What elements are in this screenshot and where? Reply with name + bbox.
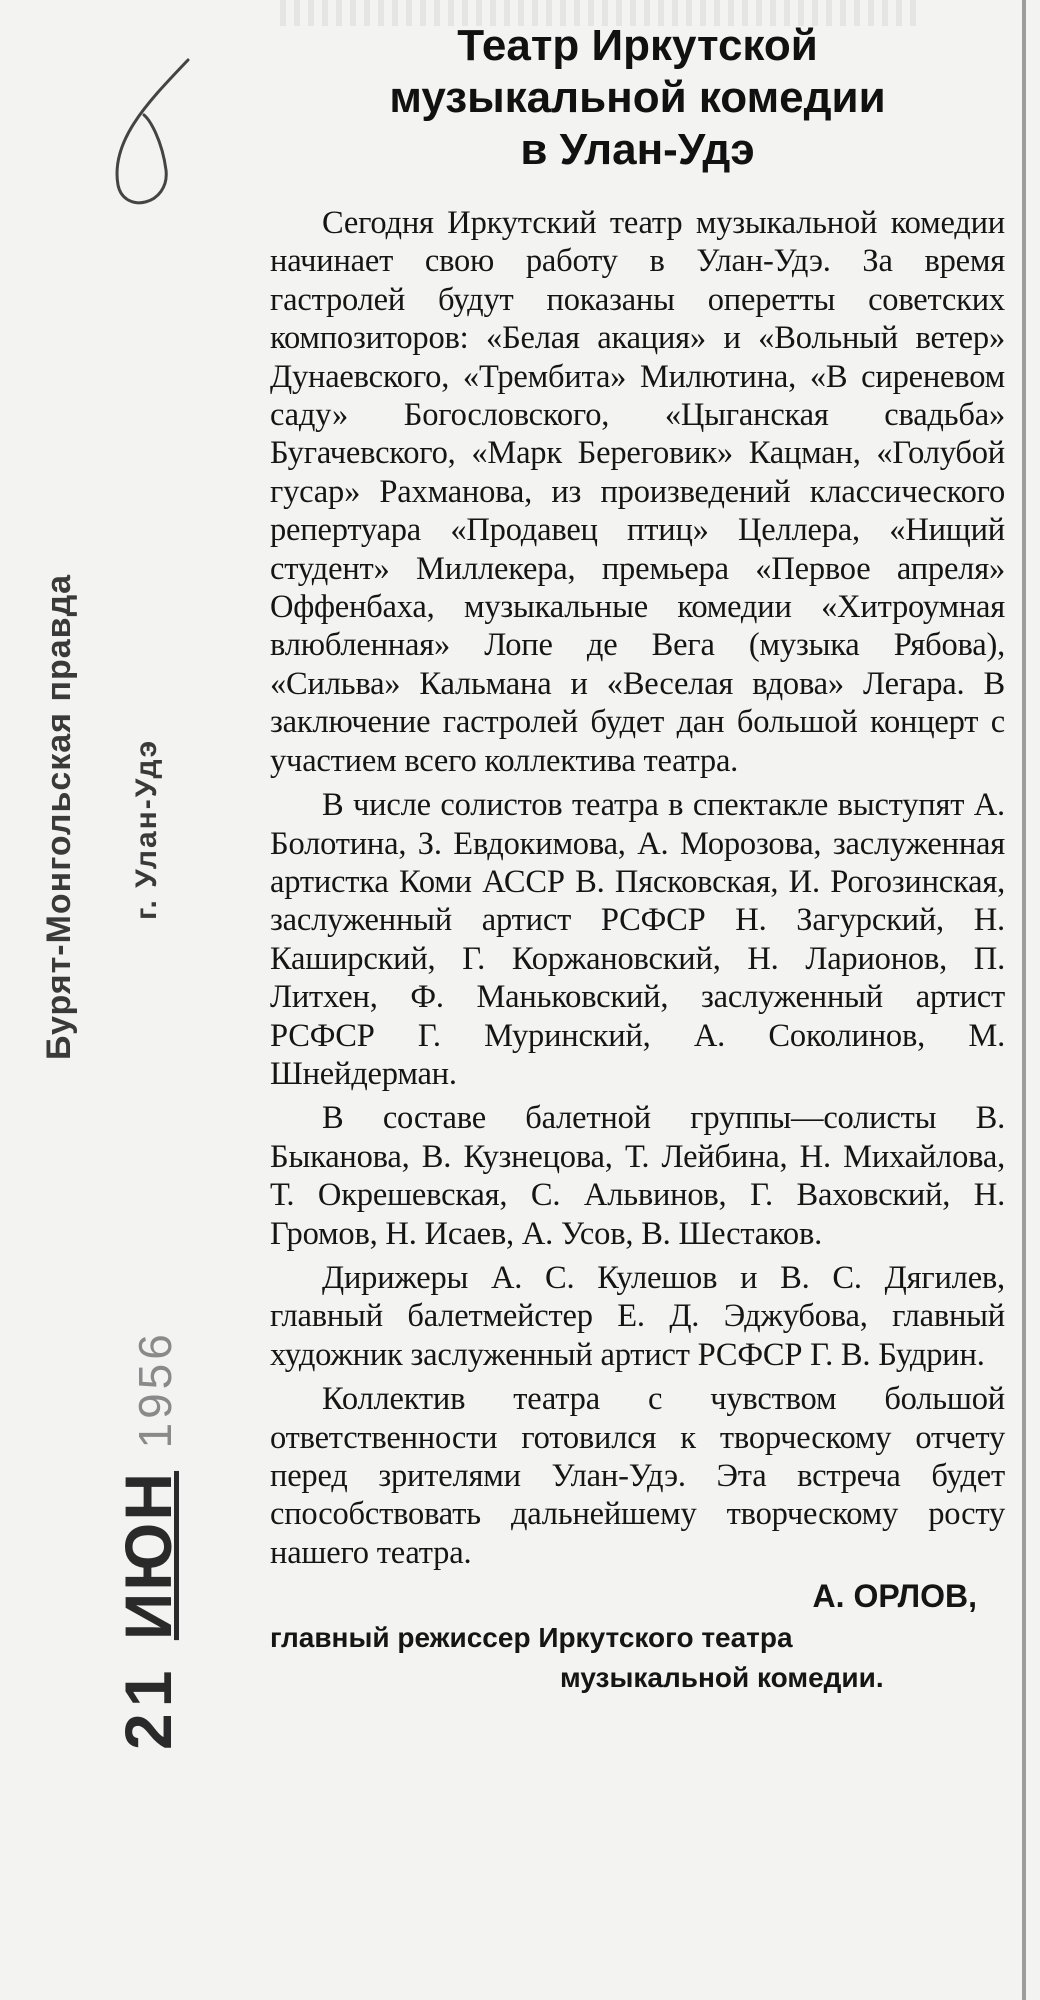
source-newspaper-name: Бурят-Монгольская правда <box>40 573 78 1060</box>
article <box>270 20 1005 1698</box>
stamp-month: ИЮН <box>111 1470 185 1641</box>
paragraph-repertoire: Сегодня Иркутский театр музыкальной комедии начинает свою работу в Улан-Удэ. За время гастролей будут показаны оперетты советских композиторов: «Белая акация» и «Вольный ветер» Дунаевского, «Трембита» Милютина, «В сиреневом саду» Богословского, «Цыганская свадьба» Бугачевского, «Марк Береговик» Кацман, «Голубой гусар» Рахманова, из произведений классического репертуара «Продавец птиц» Целлера, «Нищий студент» Миллекера, премьера «Первое апреля» Оффенбаха, музыкальные комедии «Хитроумная влюбленная» Лопе де Вега (музыка Рябова), «Сильва» Кальмана и «Веселая вдова» Легара. В заключение гастролей будет дан большой концерт с участием всего коллектива театра. <box>270 205 1005 779</box>
paragraph-soloists: В числе солистов театра в спектакле выступят А. Болотина, З. Евдокимова, А. Морозова, заслуженная артистка Коми АССР В. Пясковская, И. Рогозинская, заслуженный артист РСФСР Н. Загурский, Н. Каширский, Г. Коржановский, Н. Ларионов, П. Литхен, Ф. Маньковский, заслуженный артист РСФСР Г. Муринский, А. Соколинов, М. Шнейдерман. <box>270 787 1005 1092</box>
paragraph-closing: Коллектив театра с чувством большой ответственности готовился к творческому отчету перед зрителями Улан-Удэ. Эта встреча будет способствовать дальнейшему творческому росту нашего театра. <box>270 1381 1005 1571</box>
paragraph-conductors: Дирижеры А. С. Кулешов и В. С. Дягилев, главный балетмейстер Е. Д. Эджубова, главный художник заслуженный артист РСФСР Г. В. Будрин. <box>270 1259 1005 1373</box>
author-signature: А. ОРЛОВ, <box>812 1578 977 1615</box>
author-position <box>270 1618 1005 1698</box>
paragraph-ballet: В составе балетной группы—солисты В. Быканова, В. Кузнецова, Т. Лейбина, Н. Михайлова, Т. Окрешевская, С. Альвинов, Г. Ваховский, Н. Громов, Н. Исаев, А. Усов, В. Шестаков. <box>270 1100 1005 1252</box>
author-position-line-2: музыкальной комедии. <box>560 1662 884 1694</box>
author-position-line-1: главный режиссер Иркутского театра <box>270 1622 793 1654</box>
headline-line-2: музыкальной комедии <box>389 73 886 122</box>
page-edge-shadow <box>1022 0 1026 2000</box>
stamp-year: 1956 <box>129 1330 181 1449</box>
headline-line-1: Театр Иркутской <box>457 21 818 70</box>
handwritten-pen-mark <box>80 20 200 220</box>
date-stamp <box>110 1330 186 1750</box>
source-city: г. Улан-Удэ <box>130 738 163 920</box>
headline-line-3: в Улан-Удэ <box>520 125 755 174</box>
article-headline <box>270 20 1005 176</box>
article-body <box>270 204 1005 1572</box>
stamp-day: 21 <box>111 1664 185 1750</box>
